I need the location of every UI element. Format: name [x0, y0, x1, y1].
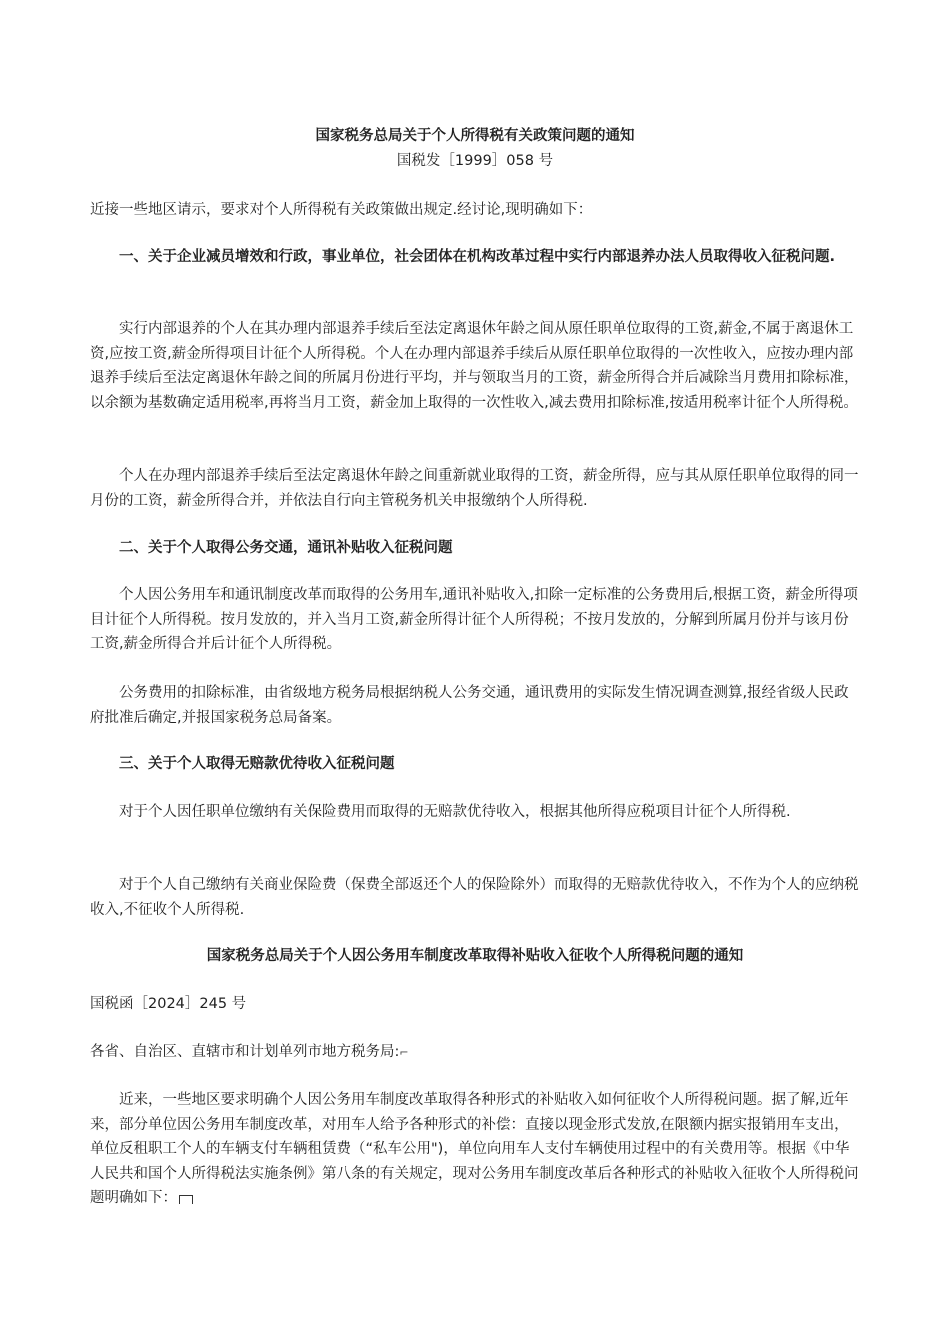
section1-heading: 一、关于企业减员增效和行政，事业单位，社会团体在机构改革过程中实行内部退养办法人员取得收入征税问题.: [119, 249, 836, 265]
doc1-intro: 近接一些地区请示，要求对个人所得税有关政策做出规定.经讨论,现明确如下：: [90, 202, 593, 218]
text-cursor-icon: [179, 1195, 193, 1204]
paragraph-mark-icon: ⌐: [399, 1046, 409, 1059]
doc2-number: 国税函［2024］245 号: [90, 996, 247, 1012]
section3-paragraph-2: 对于个人自己缴纳有关商业保险费（保费全部返还个人的保险除外）而取得的无赔款优待收入，不作为个人的应纳税收入,不征收个人所得税.: [90, 877, 859, 918]
doc2-paragraph-1: [90, 1088, 860, 1211]
section2-paragraph-1: 个人因公务用车和通讯制度改革而取得的公务用车,通讯补贴收入,扣除一定标准的公务费用后,根据工资，薪金所得项目计征个人所得税。按月发放的，并入当月工资,薪金所得计征个人所得税；不按月发放的，分解到所属月份并与该月份工资,薪金所得合并后计征个人所得税。: [90, 587, 858, 652]
section3-paragraph-1: 对于个人因任职单位缴纳有关保险费用而取得的无赔款优待收入，根据其他所得应税项目计征个人所得税.: [119, 804, 791, 820]
doc2-addressee: 各省、自治区、直辖市和计划单列市地方税务局:: [90, 1044, 400, 1060]
section1-paragraph-1: 实行内部退养的个人在其办理内部退养手续后至法定离退休年龄之间从原任职单位取得的工资,薪金,不属于离退休工资,应按工资,薪金所得项目计征个人所得税。个人在办理内部退养手续后从原任职单位取得的一次性收入，应按办理内部退养手续后至法定离退休年龄之间的所属月份进行平均，并与领取当月的工资，薪金所得合并后减除当月费用扣除标准，以余额为基数确定适用税率,再将当月工资，薪金加上取得的一次性收入,减去费用扣除标准,按适用税率计征个人所得税。: [90, 321, 859, 411]
section3-heading: 三、关于个人取得无赔款优待收入征税问题: [119, 756, 395, 772]
section1-paragraph-2: 个人在办理内部退养手续后至法定离退休年龄之间重新就业取得的工资，薪金所得，应与其从原任职单位取得的同一月份的工资，薪金所得合并，并依法自行向主管税务机关申报缴纳个人所得税.: [90, 468, 859, 509]
section2-paragraph-2: 公务费用的扣除标准，由省级地方税务局根据纳税人公务交通，通讯费用的实际发生情况调查测算,报经省级人民政府批准后确定,并报国家税务总局备案。: [90, 685, 849, 726]
section2-heading: 二、关于个人取得公务交通，通讯补贴收入征税问题: [119, 540, 453, 556]
doc2-paragraph-1-text: 近来，一些地区要求明确个人因公务用车制度改革取得各种形式的补贴收入如何征收个人所得税问题。据了解,近年来，部分单位因公务用车制度改革，对用车人给予各种形式的补偿：直接以现金形式发放,在限额内据实报销用车支出，单位反租职工个人的车辆支付车辆租赁费（“私车公用")，单位向用车人支付车辆使用过程中的有关费用等。根据《中华人民共和国个人所得税法实施条例》第八条的有关规定，现对公务用车制度改革后各种形式的补贴收入征收个人所得税问题明确如下：: [90, 1092, 859, 1206]
doc2-addressee-line: [90, 1040, 860, 1066]
doc2-title: 国家税务总局关于个人因公务用车制度改革取得补贴收入征收个人所得税问题的通知: [206, 948, 744, 964]
doc1-title: 国家税务总局关于个人所得税有关政策问题的通知: [315, 128, 635, 144]
doc1-number: 国税发［1999］058 号: [396, 153, 554, 169]
